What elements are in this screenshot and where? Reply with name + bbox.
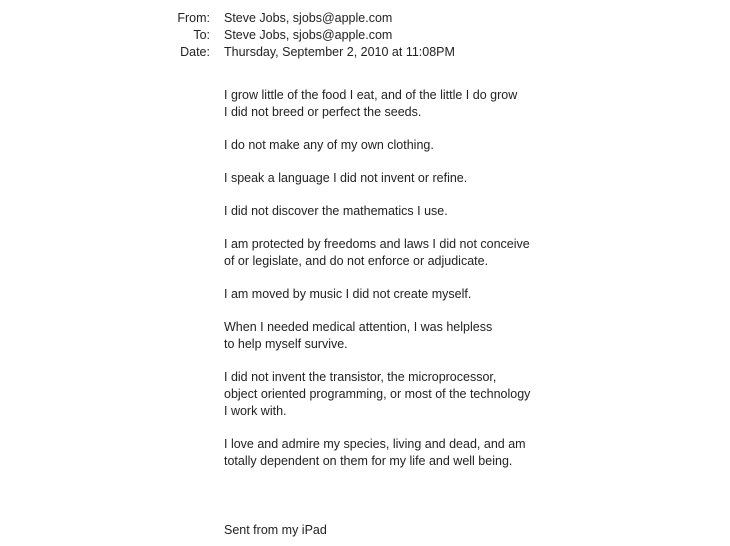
paragraph <box>224 170 704 187</box>
paragraph <box>224 87 704 121</box>
paragraph <box>224 203 704 220</box>
body-line: I do not make any of my own clothing. <box>224 138 434 152</box>
body-line: I did not invent the transistor, the microprocessor, <box>224 370 497 384</box>
paragraph <box>224 286 704 303</box>
from-row <box>0 10 730 27</box>
date-row <box>0 44 730 61</box>
body-line: of or legislate, and do not enforce or adjudicate. <box>224 254 489 268</box>
paragraph <box>224 319 704 353</box>
paragraph <box>224 436 704 470</box>
email-header <box>0 10 730 61</box>
date-label: Date: <box>180 45 210 59</box>
paragraph <box>224 369 704 420</box>
paragraph <box>224 236 704 270</box>
body-line: When I needed medical attention, I was helpless <box>224 320 493 334</box>
body-line: to help myself survive. <box>224 337 348 351</box>
body-line: totally dependent on them for my life and well being. <box>224 454 513 468</box>
to-value[interactable]: Steve Jobs, sjobs@apple.com <box>224 28 393 42</box>
email-body <box>224 87 704 486</box>
body-line: I grow little of the food I eat, and of the little I do grow <box>224 88 518 102</box>
body-line: I did not breed or perfect the seeds. <box>224 105 422 119</box>
to-label: To: <box>193 28 210 42</box>
paragraph <box>224 137 704 154</box>
date-value: Thursday, September 2, 2010 at 11:08PM <box>224 45 455 59</box>
from-label: From: <box>177 11 210 25</box>
to-row <box>0 27 730 44</box>
body-line: I love and admire my species, living and dead, and am <box>224 437 526 451</box>
body-line: I speak a language I did not invent or refine. <box>224 171 468 185</box>
body-line: I am moved by music I did not create myself. <box>224 287 472 301</box>
signature: Sent from my iPad <box>224 523 327 537</box>
body-line: object oriented programming, or most of the technology <box>224 387 531 401</box>
body-line: I work with. <box>224 404 287 418</box>
body-line: I did not discover the mathematics I use. <box>224 204 448 218</box>
from-value[interactable]: Steve Jobs, sjobs@apple.com <box>224 11 393 25</box>
body-line: I am protected by freedoms and laws I did not conceive <box>224 237 530 251</box>
